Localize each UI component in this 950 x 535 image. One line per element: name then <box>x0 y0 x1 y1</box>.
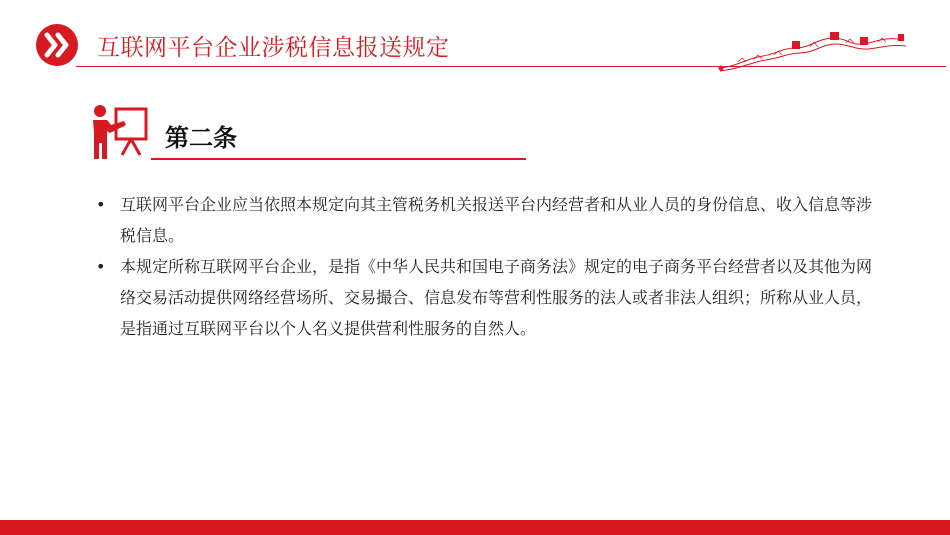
footer-bar <box>0 520 950 535</box>
list-item-text: 本规定所称互联网平台企业，是指《中华人民共和国电子商务法》规定的电子商务平台经营者以及其他为网络交易活动提供网络经营场所、交易撮合、信息发布等营利性服务的法人或者非法人组织；所称从业人员，是指通过互联网平台以个人名义提供营利性服务的自然人。 <box>120 257 873 338</box>
article-content <box>96 189 886 344</box>
section-heading: 第二条 <box>165 124 237 152</box>
double-chevron-right-icon <box>36 24 78 66</box>
list-item <box>96 189 886 251</box>
list-item <box>96 251 886 344</box>
bullet: • <box>96 195 106 214</box>
bullet: • <box>96 257 106 276</box>
presenter-board-icon <box>90 103 152 161</box>
great-wall-decoration <box>718 28 908 72</box>
list-item-text: 互联网平台企业应当依照本规定向其主管税务机关报送平台内经营者和从业人员的身份信息、收入信息等涉税信息。 <box>120 195 873 245</box>
section-underline <box>151 158 526 160</box>
page-title: 互联网平台企业涉税信息报送规定 <box>97 35 450 61</box>
